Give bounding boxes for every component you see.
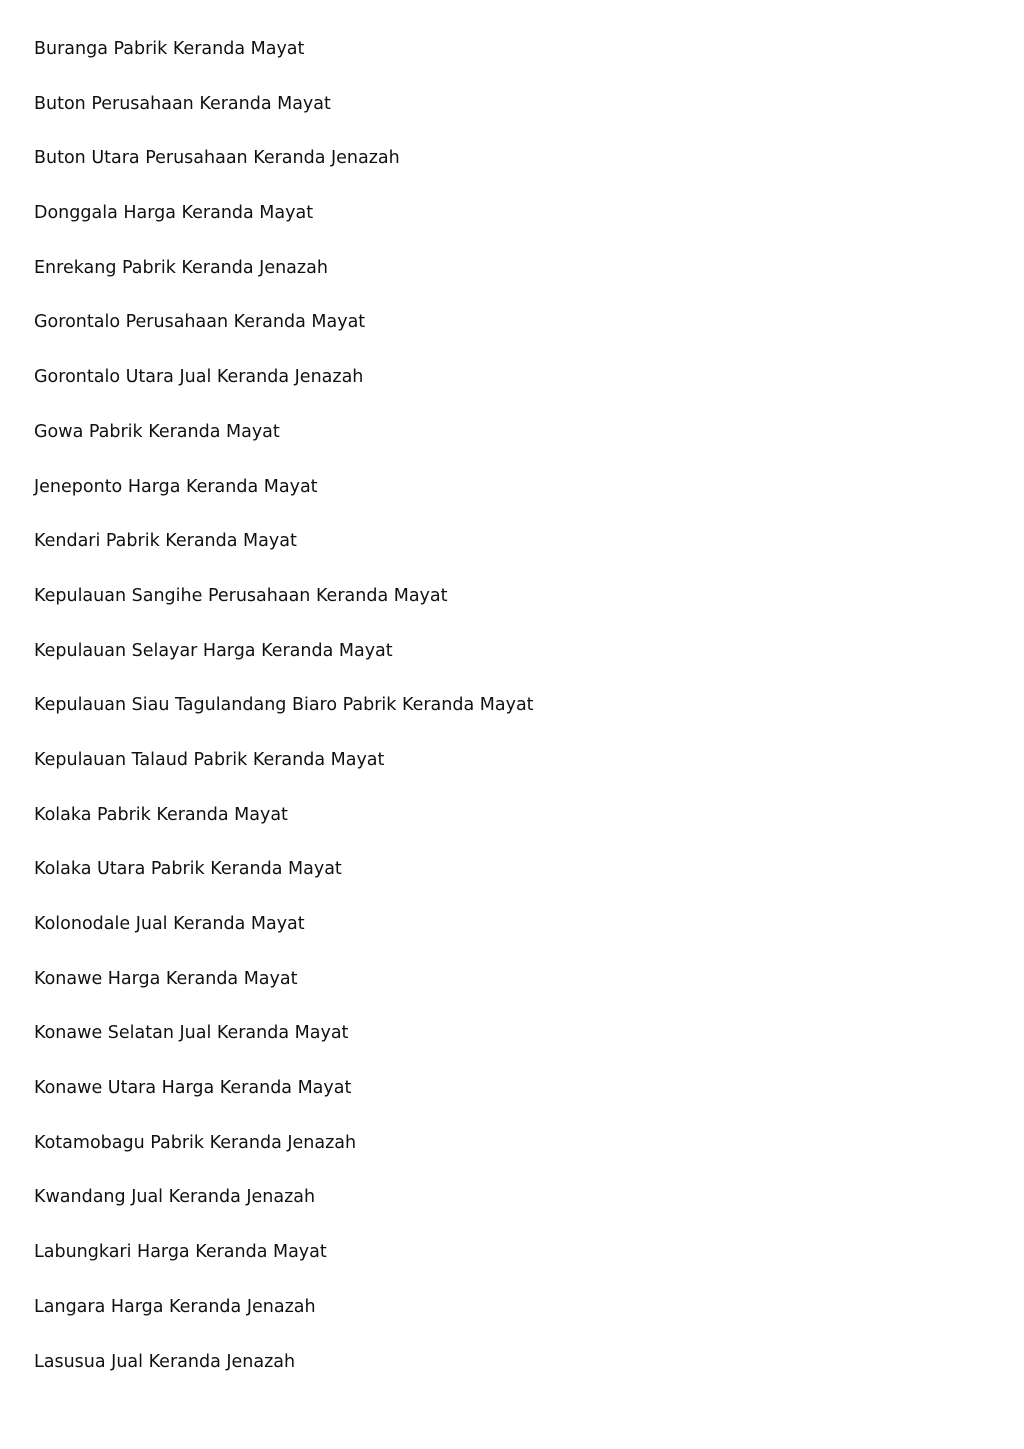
list-item: Konawe Selatan Jual Keranda Mayat [34,1023,349,1044]
list-item: Jeneponto Harga Keranda Mayat [34,476,318,497]
list-item: Konawe Harga Keranda Mayat [34,968,298,989]
list-item: Kwandang Jual Keranda Jenazah [34,1187,316,1208]
list-item: Labungkari Harga Keranda Mayat [34,1242,327,1263]
list-item: Kepulauan Talaud Pabrik Keranda Mayat [34,749,385,770]
list-item: Kolaka Utara Pabrik Keranda Mayat [34,859,342,880]
list-item: Kepulauan Siau Tagulandang Biaro Pabrik Keranda Mayat [34,695,534,716]
list-item: Kendari Pabrik Keranda Mayat [34,531,297,552]
list-item: Kotamobagu Pabrik Keranda Jenazah [34,1132,357,1153]
list-item: Kolonodale Jual Keranda Mayat [34,914,305,934]
list-item: Buranga Pabrik Keranda Mayat [34,39,305,59]
list-item: Langara Harga Keranda Jenazah [34,1296,316,1317]
entry-list [34,37,534,1404]
list-item: Kepulauan Sangihe Perusahaan Keranda Mayat [34,585,448,606]
list-item: Gowa Pabrik Keranda Mayat [34,421,280,442]
list-item: Konawe Utara Harga Keranda Mayat [34,1078,352,1099]
list-item: Gorontalo Utara Jual Keranda Jenazah [34,367,364,388]
list-item: Enrekang Pabrik Keranda Jenazah [34,257,328,278]
list-item: Buton Utara Perusahaan Keranda Jenazah [34,148,400,169]
list-item: Kolaka Pabrik Keranda Mayat [34,804,288,825]
list-item: Gorontalo Perusahaan Keranda Mayat [34,312,366,333]
list-item: Donggala Harga Keranda Mayat [34,203,314,224]
list-item: Buton Perusahaan Keranda Mayat [34,93,331,114]
list-item: Kepulauan Selayar Harga Keranda Mayat [34,640,393,661]
list-item: Lasusua Jual Keranda Jenazah [34,1351,296,1372]
